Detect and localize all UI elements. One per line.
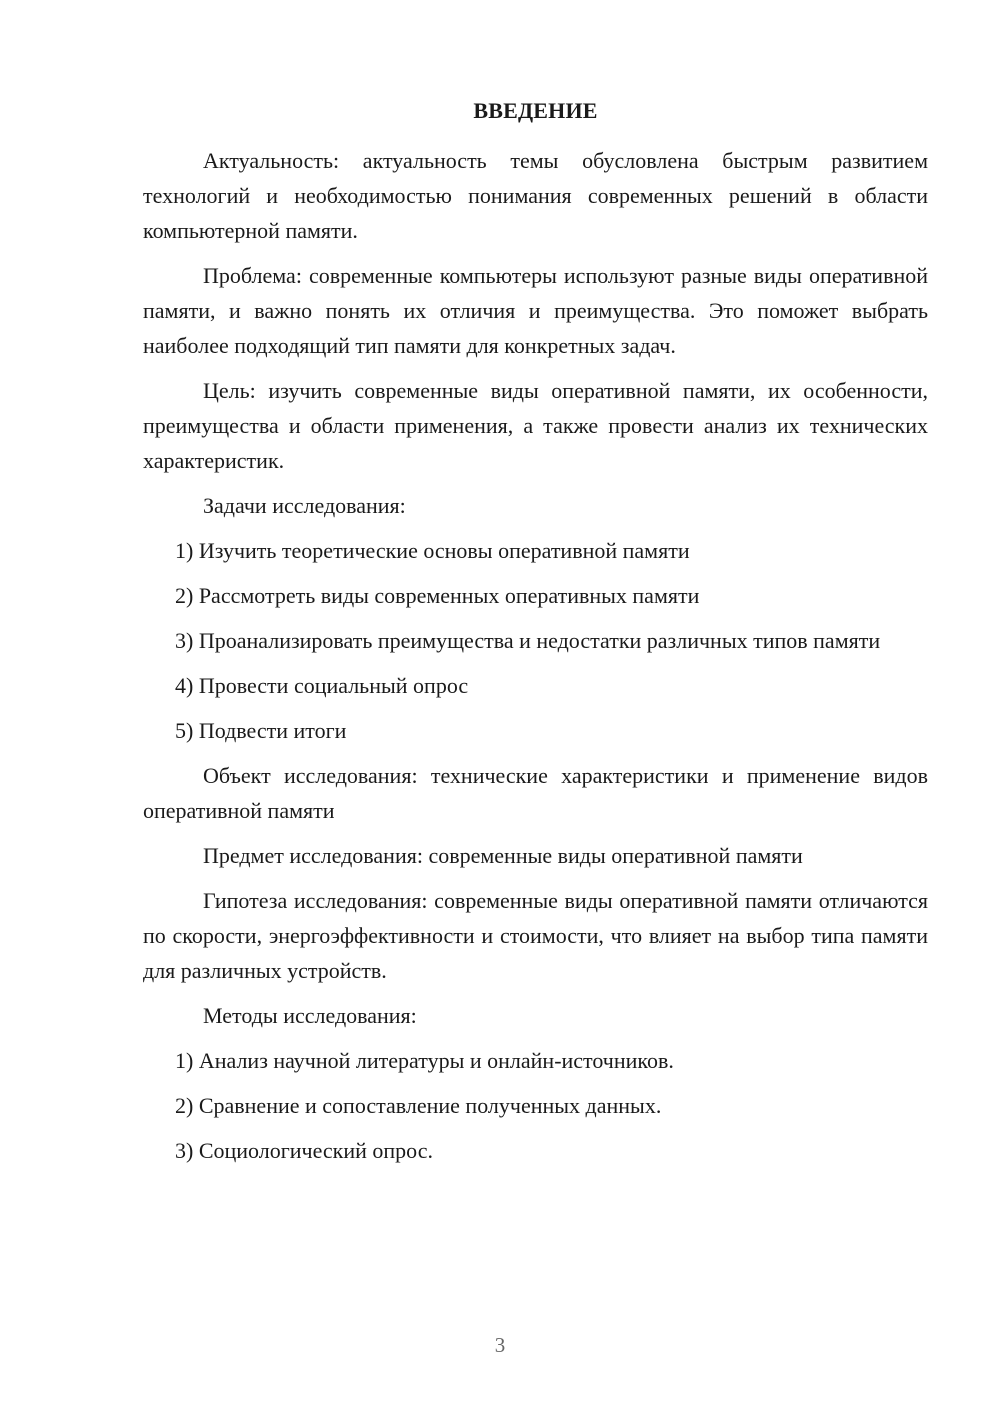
task-item: 4) Провести социальный опрос [175, 673, 469, 698]
relevance-paragraph: Актуальность: актуальность темы обусловлена быстрым развитием технологий и необходимостью понимания современных решений в области компьютерной памяти. [143, 148, 928, 243]
tasks-heading: Задачи исследования: [203, 493, 406, 518]
methods-heading: Методы исследования: [203, 1003, 417, 1028]
page-content [143, 96, 928, 1178]
task-item: 1) Изучить теоретические основы оперативной памяти [175, 538, 690, 563]
goal-paragraph: Цель: изучить современные виды оперативной памяти, их особенности, преимущества и области применения, а также провести анализ их технических характеристик. [143, 378, 928, 473]
problem-paragraph: Проблема: современные компьютеры используют разные виды оперативной памяти, и важно понять их отличия и преимущества. Это поможет выбрать наиболее подходящий тип памяти для конкретных задач. [143, 263, 928, 358]
task-item: 3) Проанализировать преимущества и недостатки различных типов памяти [175, 628, 881, 653]
object-paragraph: Объект исследования: технические характеристики и применение видов оперативной памяти [143, 763, 928, 823]
method-item: 1) Анализ научной литературы и онлайн-источников. [175, 1048, 674, 1073]
method-item: 2) Сравнение и сопоставление полученных данных. [175, 1093, 662, 1118]
subject-paragraph: Предмет исследования: современные виды оперативной памяти [203, 843, 803, 868]
page-number: 3 [494, 1333, 506, 1357]
task-item: 2) Рассмотреть виды современных оперативных памяти [175, 583, 700, 608]
method-item: 3) Социологический опрос. [175, 1138, 433, 1163]
page-title: ВВЕДЕНИЕ [473, 98, 598, 123]
hypothesis-paragraph: Гипотеза исследования: современные виды оперативной памяти отличаются по скорости, энергоэффективности и стоимости, что влияет на выбор типа памяти для различных устройств. [143, 888, 928, 983]
task-item: 5) Подвести итоги [175, 718, 347, 743]
